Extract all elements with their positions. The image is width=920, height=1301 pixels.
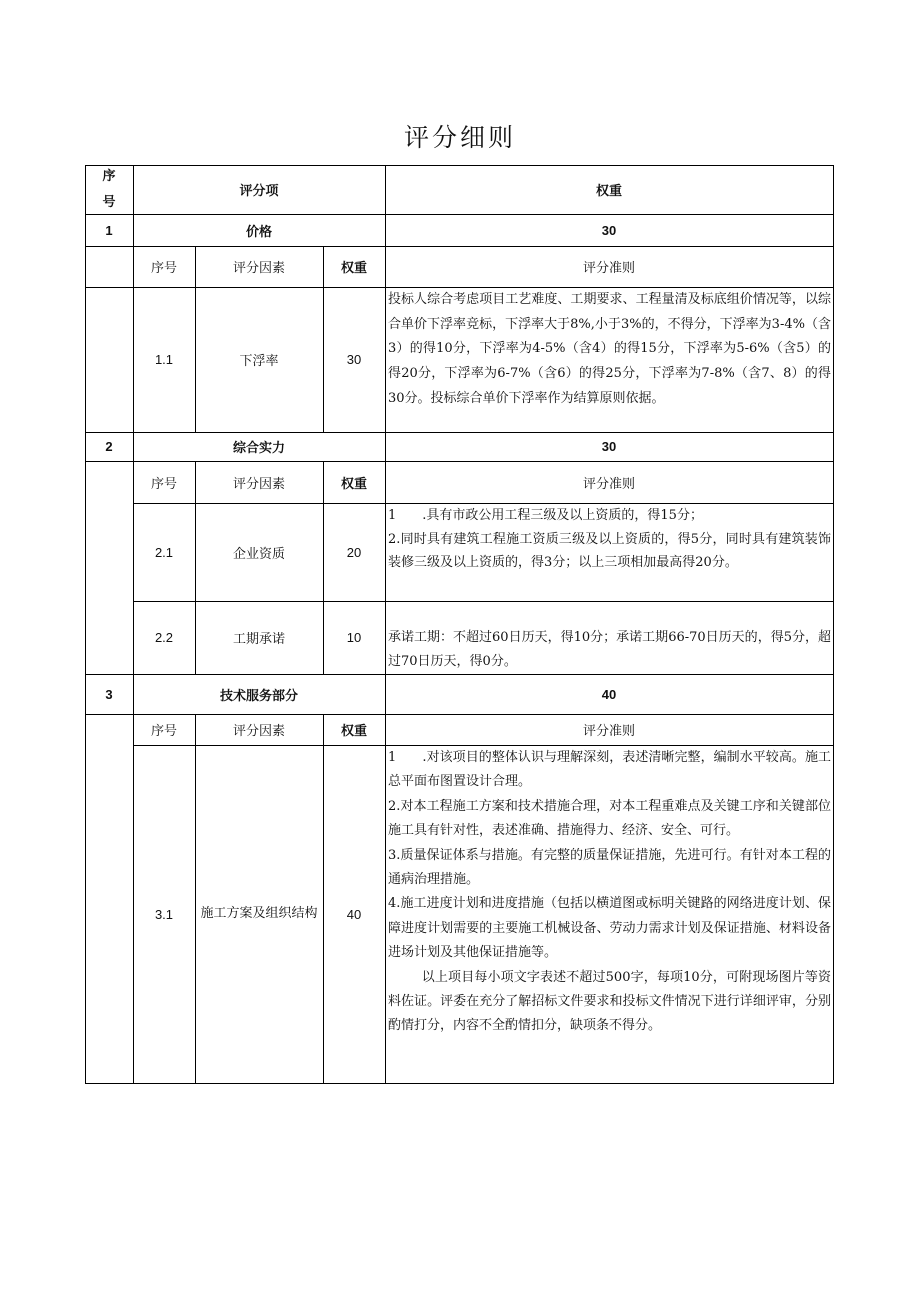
criteria-paragraph: 3.质量保证体系与措施。有完整的质量保证措施，先进可行。有针对本工程的通病治理措施。 (388, 847, 831, 888)
criteria-paragraph: 2.同时具有建筑工程施工资质三级及以上资质的，得5分，同时具有建筑装饰装修三级及以上资质的，得3分；以上三项相加最高得20分。 (388, 531, 831, 570)
sub-header-seq: 序号 (150, 476, 177, 492)
row-weight: 20 (346, 544, 362, 560)
row-seq: 2.1 (154, 544, 174, 560)
criteria-paragraph: 2.对本工程施工方案和技术措施合理，对本工程重难点及关键工序和关键部位施工具有针对性，表述准确、措施得力、经济、安全、可行。 (388, 798, 831, 839)
row-weight: 40 (346, 906, 362, 922)
section-weight: 30 (601, 439, 617, 454)
sub-header-criteria: 评分准则 (582, 476, 635, 492)
section-name: 技术服务部分 (219, 688, 298, 704)
section-weight: 30 (601, 222, 617, 238)
row-seq: 3.1 (154, 906, 174, 922)
criteria-paragraph: 1 .对该项目的整体认识与理解深刻，表述清晰完整，编制水平较高。施工总平面布图置设计合理。 (388, 750, 831, 790)
row-criteria (386, 504, 833, 600)
row-weight: 10 (346, 630, 362, 645)
criteria-paragraph: 承诺工期：不超过60日历天，得10分；承诺工期66-70日历天的，得5分，超过70日历天，得0分。 (388, 630, 831, 669)
row-factor: 企业资质 (232, 546, 285, 562)
section-name: 综合实力 (232, 441, 285, 456)
sub-header-seq: 序号 (150, 724, 177, 739)
sub-header-factor: 评分因素 (232, 261, 285, 276)
row-factor: 下浮率 (239, 354, 279, 369)
row-criteria (386, 746, 833, 1082)
sub-header-factor: 评分因素 (232, 724, 285, 739)
sub-header-seq: 序号 (150, 261, 177, 276)
criteria-paragraph: 1 .具有市政公用工程三级及以上资质的，得15分； (388, 508, 703, 523)
section-number: 1 (105, 222, 113, 238)
row-criteria (386, 626, 833, 674)
row-factor: 施工方案及组织结构 (200, 906, 318, 921)
sub-header-weight: 权重 (340, 476, 367, 492)
criteria-paragraph: 以上项目每小项文字表述不超过500字，每项10分，可附现场图片等资料佐证。评委在充分了解招标文件要求和投标文件情况下进行详细评审，分别酌情打分，内容不全酌情扣分，缺项条不得分。 (388, 969, 831, 1034)
row-seq: 1.1 (154, 352, 174, 367)
header-seq: 序 号 (102, 168, 116, 210)
page-title: 评分细则 (403, 123, 516, 152)
section-name: 价格 (245, 224, 272, 240)
section-number: 2 (105, 439, 113, 454)
sub-header-factor: 评分因素 (232, 476, 285, 492)
sub-header-criteria: 评分准则 (582, 724, 635, 739)
criteria-paragraph: 投标人综合考虑项目工艺难度、工期要求、工程量清及标底组价情况等，以综合单价下浮率竞标，下浮率大于8%,小于3%的，不得分，下浮率为3-4%（含3）的得10分，下浮率为4-5%（含4）的得15分，下浮率为5-6%（含5）的得20分，下浮率为6-7%（含6）的得25分，下浮率为7-8%（含7、8）的得30分。投标综合单价下浮率作为结算原则依据。 (388, 292, 831, 406)
row-seq: 2.2 (154, 630, 174, 645)
sub-header-weight: 权重 (340, 261, 367, 276)
criteria-paragraph: 4.施工进度计划和进度措施（包括以横道图或标明关键路的网络进度计划、保障进度计划需要的主要施工机械设备、劳动力需求计划及保证措施、材料设备进场计划及其他保证措施等。 (388, 896, 831, 961)
row-factor: 工期承诺 (232, 632, 285, 647)
row-weight: 30 (346, 352, 362, 367)
sub-header-weight: 权重 (340, 724, 367, 739)
section-weight: 40 (601, 686, 617, 702)
sub-header-criteria: 评分准则 (582, 261, 635, 276)
section-number: 3 (105, 686, 113, 702)
header-item: 评分项 (239, 184, 279, 199)
row-criteria (386, 288, 833, 431)
header-weight: 权重 (595, 184, 622, 199)
